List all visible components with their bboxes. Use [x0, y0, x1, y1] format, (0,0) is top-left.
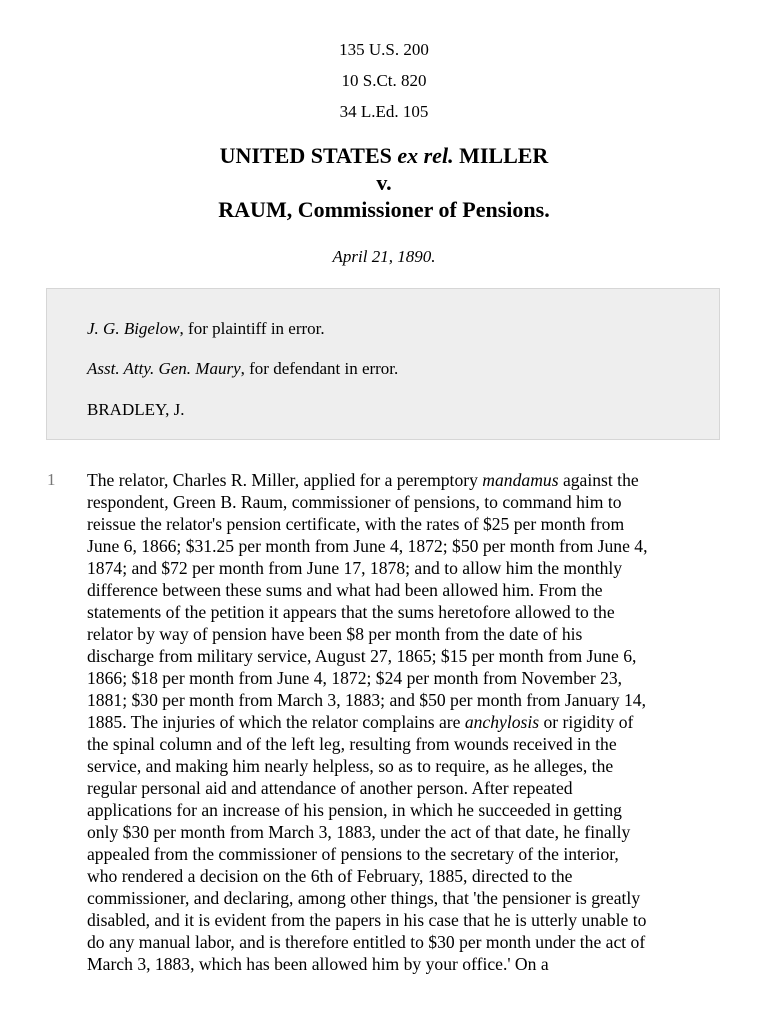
- opinion-line: difference between these sums and what had been allowed him. From the: [87, 580, 603, 600]
- opinion-line: March 3, 1883, which has been allowed him by your office.' On a: [87, 954, 549, 974]
- case-title-line-2: v.: [376, 170, 392, 195]
- counsel-box: [46, 288, 720, 440]
- opinion-line: service, and making him nearly helpless, so as to require, as he alleges, the: [87, 756, 614, 776]
- citation-supreme-court-reporter: 10 S.Ct. 820: [341, 71, 427, 90]
- plaintiff-counsel-name: J. G. Bigelow: [87, 319, 180, 338]
- plaintiff-counsel: J. G. Bigelow, for plaintiff in error.: [87, 319, 325, 338]
- opinion-line: commissioner, and declaring, among other things, that 'the pensioner is greatly: [87, 888, 641, 908]
- opinion-line: 1866; $18 per month from June 4, 1872; $24 per month from November 23,: [87, 668, 623, 688]
- opinion-line: 1874; and $72 per month from June 17, 1878; and to allow him the monthly: [87, 558, 623, 578]
- defendant-counsel: Asst. Atty. Gen. Maury, for defendant in error.: [87, 359, 399, 378]
- opinion-line: The relator, Charles R. Miller, applied for a peremptory mandamus against the: [87, 470, 639, 490]
- case-title-line-3: RAUM, Commissioner of Pensions.: [218, 197, 550, 222]
- opinion-line: applications for an increase of his pension, in which he succeeded in getting: [87, 800, 622, 820]
- citation-us-reports: 135 U.S. 200: [339, 40, 429, 59]
- opinion-line: regular personal aid and attendance of another person. After repeated: [87, 778, 573, 798]
- opinion-line: June 6, 1866; $31.25 per month from June 4, 1872; $50 per month from June 4,: [87, 536, 648, 556]
- opinion-line: reissue the relator's pension certificate, with the rates of $25 per month from: [87, 514, 625, 534]
- opinion-author: BRADLEY, J.: [87, 400, 185, 419]
- opinion-line: 1885. The injuries of which the relator complains are anchylosis or rigidity of: [87, 712, 634, 732]
- decision-date: April 21, 1890.: [332, 247, 436, 266]
- opinion-line: disabled, and it is evident from the papers in his case that he is utterly unable to: [87, 910, 647, 930]
- opinion-line: statements of the petition it appears that the sums heretofore allowed to the: [87, 602, 615, 622]
- opinion-line: discharge from military service, August 27, 1865; $15 per month from June 6,: [87, 646, 637, 666]
- defendant-counsel-name: Asst. Atty. Gen. Maury: [87, 359, 241, 378]
- opinion-line: the spinal column and of the left leg, resulting from wounds received in the: [87, 734, 617, 754]
- opinion-line: who rendered a decision on the 6th of February, 1885, directed to the: [87, 866, 573, 886]
- opinion-line: 1881; $30 per month from March 3, 1883; and $50 per month from January 14,: [87, 690, 646, 710]
- opinion-paragraph: [87, 469, 723, 975]
- opinion-line: do any manual labor, and is therefore entitled to $30 per month under the act of: [87, 932, 646, 952]
- opinion-line: relator by way of pension have been $8 per month from the date of his: [87, 624, 583, 644]
- opinion-line: only $30 per month from March 3, 1883, under the act of that date, he finally: [87, 822, 631, 842]
- paragraph-number: 1: [47, 470, 56, 489]
- case-citations: [0, 34, 768, 127]
- case-title: [0, 142, 768, 223]
- citation-lawyers-edition: 34 L.Ed. 105: [339, 102, 429, 121]
- case-title-line-1: UNITED STATES ex rel. MILLER: [219, 143, 549, 168]
- opinion-line: respondent, Green B. Raum, commissioner of pensions, to command him to: [87, 492, 622, 512]
- opinion-line: appealed from the commissioner of pensions to the secretary of the interior,: [87, 844, 619, 864]
